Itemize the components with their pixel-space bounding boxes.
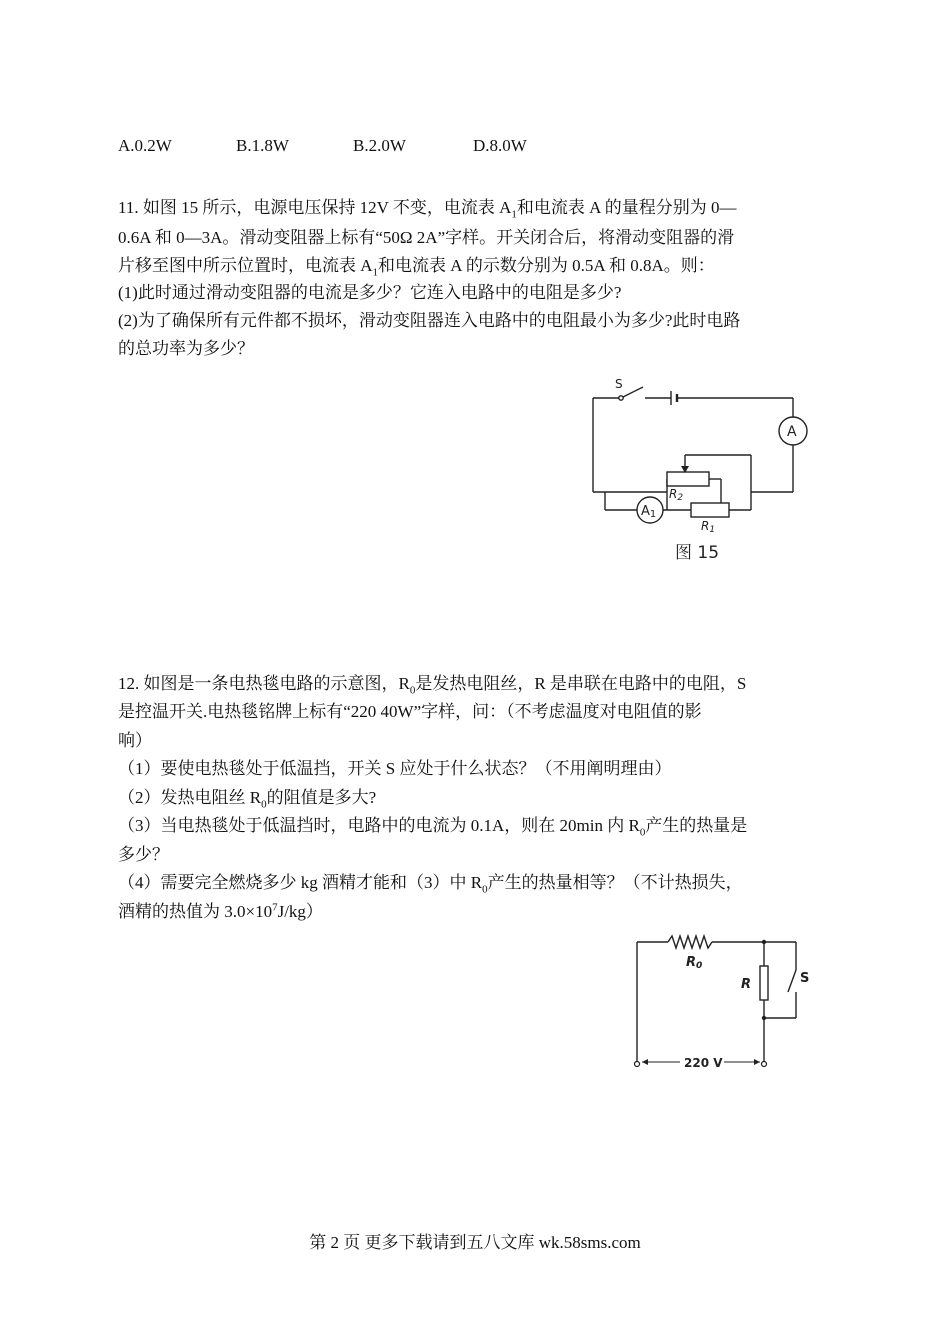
r1-label: R1 — [701, 519, 716, 535]
q11-line-1: 11. 如图 15 所示，电源电压保持 12V 不变，电流表 $A_1$和电流表 A 的量程分别为 0— — [118, 198, 737, 221]
q11-line-2: 0.6A 和 0—3A。滑动变阻器上标有“50Ω 2A”字样。开关闭合后，将滑动变阻器的滑 — [118, 228, 735, 247]
voltage-label: 220 V — [684, 1056, 723, 1070]
r0-label: R0 — [686, 955, 703, 971]
q12-line-3: 响） — [118, 731, 152, 750]
q11-line-5: (2)为了确保所有元件都不损坏，滑动变阻器连入电路中的电阻最小为多少?此时电路 — [118, 311, 741, 330]
figure-12-circuit — [628, 930, 828, 1080]
r-label: R — [741, 977, 752, 992]
figure-15-caption: 图 15 — [675, 543, 720, 563]
q12-line-8: （4）需要完全燃烧多少 kg 酒精才能和（3）中 $R_0$产生的热量相等？（不计热损失， — [118, 873, 743, 896]
ammeter1-label: A1 — [641, 504, 657, 520]
q11-line-6: 的总功率为多少？ — [118, 339, 254, 358]
page-footer: 第 2 页 更多下载请到五八文库 wk.58sms.com — [309, 1233, 641, 1252]
q12-line-7: 多少？ — [118, 845, 169, 864]
q12-line-9: 酒精的热值为 $3.0\times 10^7J/kg$） — [118, 901, 323, 921]
q12-line-1: 12. 如图是一条电热毯电路的示意图，$R_0$是发热电阻丝，R 是串联在电路中的电阻，S — [118, 674, 747, 697]
q12-line-2: 是控温开关.电热毯铭牌上标有“220 40W”字样，问：（不考虑温度对电阻值的影 — [118, 702, 702, 721]
figure-15-circuit — [585, 372, 815, 567]
s-label: S — [800, 971, 810, 986]
q12-line-6: （3）当电热毯处于低温挡时，电路中的电流为 0.1A，则在 20min 内 $R_0$产生的热量是 — [118, 816, 748, 839]
q12-line-5: （2）发热电阻丝 $R_0$的阻值是多大? — [118, 788, 377, 811]
r2-label: R2 — [669, 487, 684, 503]
option-c: B.2.0W — [353, 136, 406, 155]
option-b: B.1.8W — [236, 136, 289, 155]
q12-line-4: （1）要使电热毯处于低温挡，开关 S 应处于什么状态？（不用阐明理由） — [118, 759, 672, 778]
q11-line-3: 片移至图中所示位置时，电流表 $A_1$和电流表 A 的示数分别为 0.5A 和 0.8A。则： — [118, 256, 715, 279]
option-a: A.0.2W — [118, 136, 172, 155]
ammeter-label: A — [787, 424, 797, 440]
option-d: D.8.0W — [473, 136, 527, 155]
q11-line-4: (1)此时通过滑动变阻器的电流是多少？它连入电路中的电阻是多少? — [118, 283, 622, 302]
switch-label: S — [615, 377, 623, 391]
